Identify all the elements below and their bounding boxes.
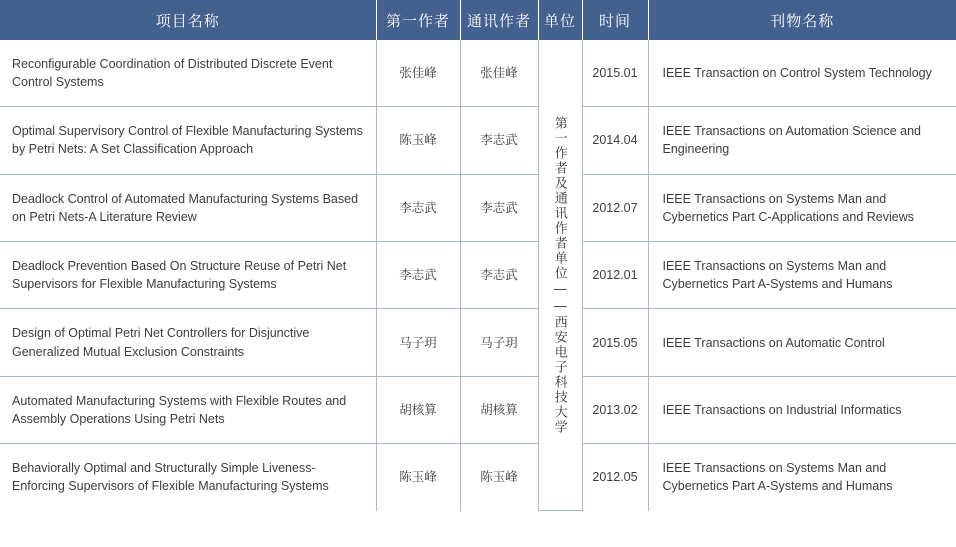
cell-title: Optimal Supervisory Control of Flexible Manufacturing Systems by Petri Nets: A Set Classification Approach <box>0 107 376 174</box>
cell-title: Reconfigurable Coordination of Distributed Discrete Event Control Systems <box>0 40 376 107</box>
cell-corresponding-author: 陈玉峰 <box>460 444 538 511</box>
cell-first-author: 张佳峰 <box>376 40 460 107</box>
cell-corresponding-author: 张佳峰 <box>460 40 538 107</box>
table-row <box>0 444 956 511</box>
cell-date: 2012.07 <box>582 174 648 241</box>
cell-date: 2015.01 <box>582 40 648 107</box>
cell-first-author: 马子玥 <box>376 309 460 376</box>
cell-date: 2012.01 <box>582 242 648 309</box>
cell-first-author: 陈玉峰 <box>376 444 460 511</box>
cell-corresponding-author: 李志武 <box>460 242 538 309</box>
table-header <box>0 0 956 40</box>
cell-first-author: 胡核算 <box>376 376 460 443</box>
cell-title: Automated Manufacturing Systems with Flexible Routes and Assembly Operations Using Petri Nets <box>0 376 376 443</box>
cell-date: 2013.02 <box>582 376 648 443</box>
cell-journal: IEEE Transactions on Automation Science and Engineering <box>648 107 956 174</box>
cell-journal: IEEE Transaction on Control System Technology <box>648 40 956 107</box>
cell-title: Deadlock Control of Automated Manufacturing Systems Based on Petri Nets-A Literature Review <box>0 174 376 241</box>
unit-vertical-label: 第一作者及通讯作者单位——西安电子科技大学 <box>552 115 568 435</box>
cell-corresponding-author: 马子玥 <box>460 309 538 376</box>
table-body <box>0 40 956 511</box>
table-row <box>0 174 956 241</box>
table-row <box>0 309 956 376</box>
cell-first-author: 陈玉峰 <box>376 107 460 174</box>
cell-date: 2012.05 <box>582 444 648 511</box>
cell-title: Behaviorally Optimal and Structurally Simple Liveness-Enforcing Supervisors of Flexible Manufacturing Systems <box>0 444 376 511</box>
cell-journal: IEEE Transactions on Automatic Control <box>648 309 956 376</box>
table-row <box>0 242 956 309</box>
column-header-unit: 单位 <box>538 0 582 40</box>
column-header-corresponding-author: 通讯作者 <box>460 0 538 40</box>
table-row <box>0 376 956 443</box>
cell-corresponding-author: 李志武 <box>460 174 538 241</box>
table-row <box>0 107 956 174</box>
cell-title: Deadlock Prevention Based On Structure Reuse of Petri Net Supervisors for Flexible Manufacturing Systems <box>0 242 376 309</box>
cell-first-author: 李志武 <box>376 242 460 309</box>
table-header-row <box>0 0 956 40</box>
cell-first-author: 李志武 <box>376 174 460 241</box>
cell-corresponding-author: 胡核算 <box>460 376 538 443</box>
column-header-title: 项目名称 <box>0 0 376 40</box>
column-header-date: 时间 <box>582 0 648 40</box>
cell-journal: IEEE Transactions on Industrial Informatics <box>648 376 956 443</box>
cell-unit <box>538 40 582 511</box>
cell-title: Design of Optimal Petri Net Controllers for Disjunctive Generalized Mutual Exclusion Constraints <box>0 309 376 376</box>
cell-date: 2015.05 <box>582 309 648 376</box>
cell-journal: IEEE Transactions on Systems Man and Cybernetics Part A-Systems and Humans <box>648 242 956 309</box>
cell-corresponding-author: 李志武 <box>460 107 538 174</box>
cell-journal: IEEE Transactions on Systems Man and Cybernetics Part A-Systems and Humans <box>648 444 956 511</box>
column-header-first-author: 第一作者 <box>376 0 460 40</box>
cell-date: 2014.04 <box>582 107 648 174</box>
table-row <box>0 40 956 107</box>
column-header-journal: 刊物名称 <box>648 0 956 40</box>
cell-journal: IEEE Transactions on Systems Man and Cybernetics Part C-Applications and Reviews <box>648 174 956 241</box>
